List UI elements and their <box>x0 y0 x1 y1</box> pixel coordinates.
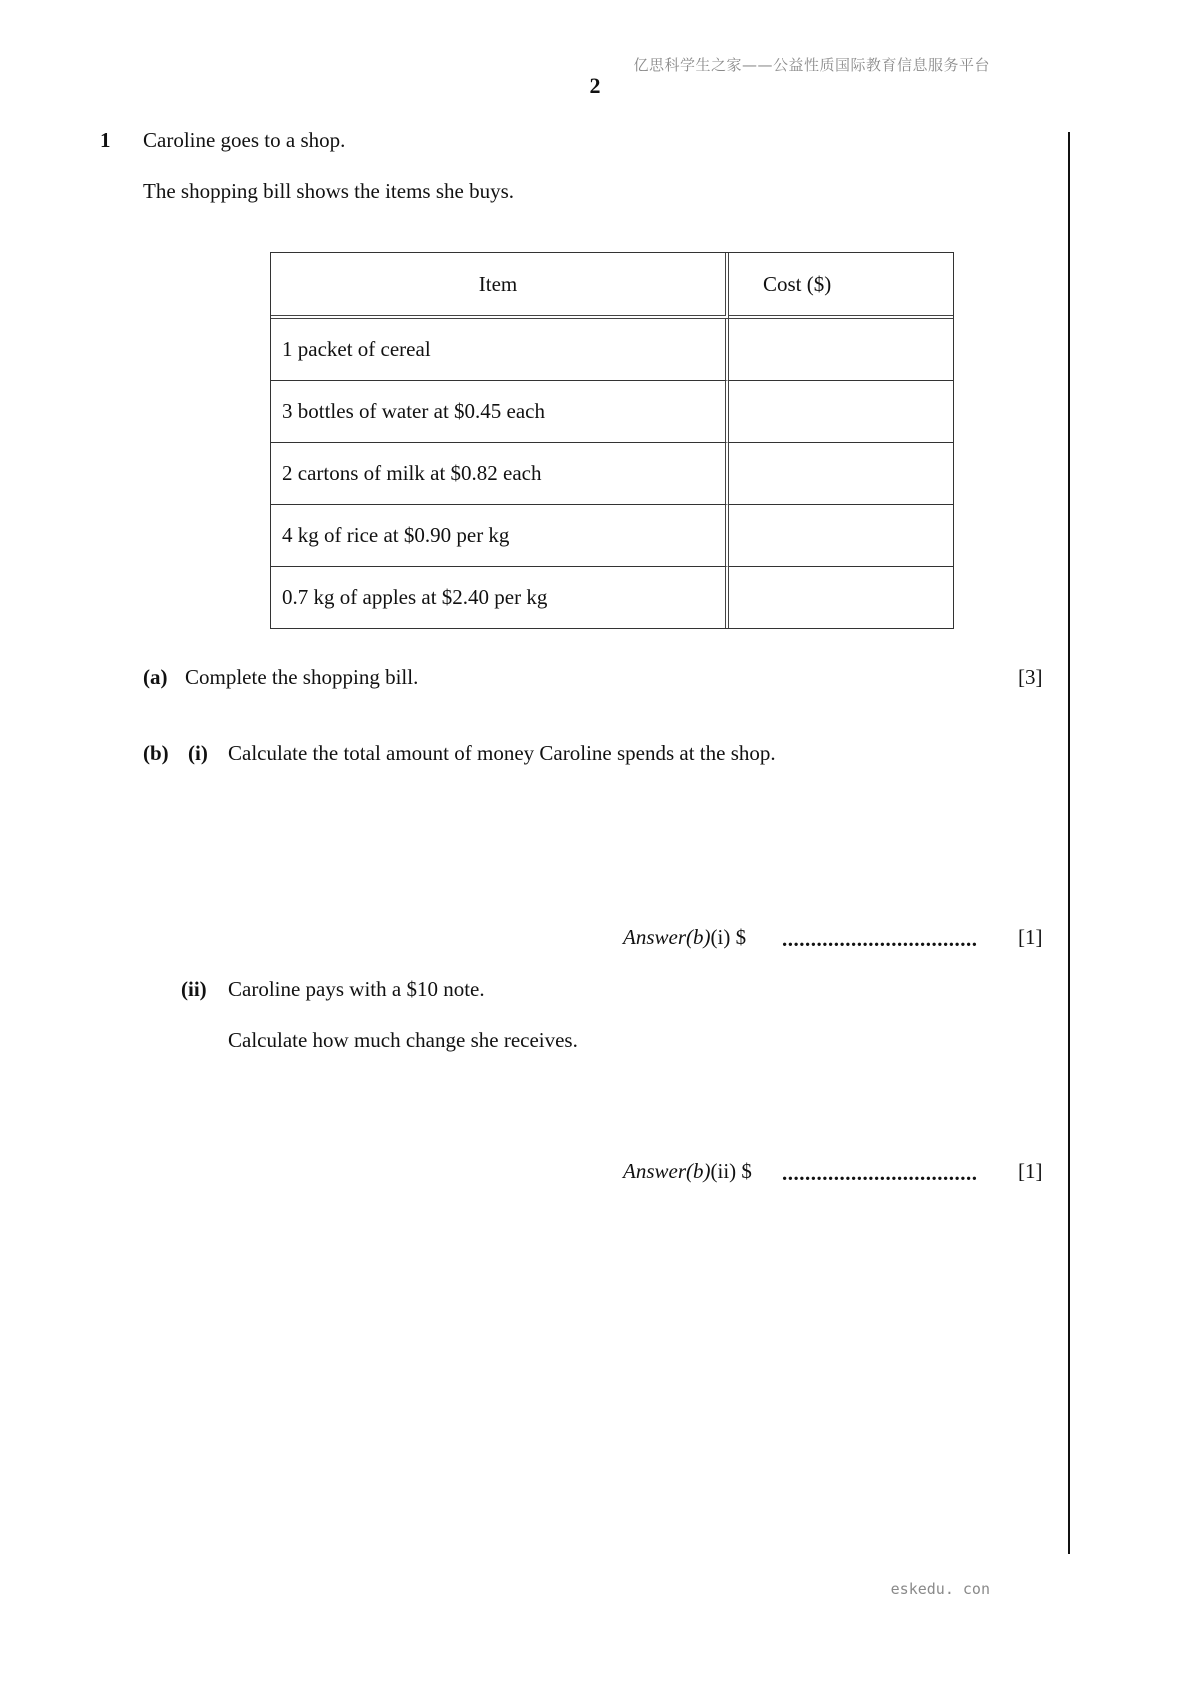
table-row <box>271 443 953 505</box>
part-b-i-text: Calculate the total amount of money Caroline spends at the shop. <box>228 741 776 765</box>
column-header-item: Item <box>271 253 729 319</box>
part-a-label: (a) <box>143 665 168 689</box>
part-a-marks: [3] <box>1018 665 1043 689</box>
answer-b-ii-label <box>623 1158 752 1184</box>
column-header-cost: Cost ($) <box>729 253 953 319</box>
part-b-ii-marks: [1] <box>1018 1159 1043 1183</box>
question-intro-1: Caroline goes to a shop. <box>143 128 346 152</box>
part-b-ii-text-2: Calculate how much change she receives. <box>228 1028 578 1052</box>
table-row <box>271 319 953 381</box>
cost-cell[interactable] <box>729 567 953 628</box>
header-watermark: 亿思科学生之家——公益性质国际教育信息服务平台 <box>633 56 990 74</box>
item-cell: 3 bottles of water at $0.45 each <box>271 381 729 443</box>
cost-cell[interactable] <box>729 505 953 567</box>
page-number: 2 <box>589 73 601 98</box>
part-b-label: (b) <box>143 741 169 765</box>
table-row <box>271 567 953 628</box>
part-b-ii-text-1: Caroline pays with a $10 note. <box>228 977 485 1001</box>
table-row <box>271 381 953 443</box>
cost-cell[interactable] <box>729 319 953 381</box>
table-header-row <box>271 253 953 319</box>
item-cell: 1 packet of cereal <box>271 319 729 381</box>
part-b-i-marks: [1] <box>1018 925 1043 949</box>
footer-watermark: eskedu. con <box>890 1580 990 1598</box>
answer-b-ii-line[interactable]: .................................. <box>782 1161 978 1185</box>
answer-b-i-line[interactable]: .................................. <box>782 927 978 951</box>
answer-b-i-rest: (i) $ <box>710 925 747 949</box>
part-a-text: Complete the shopping bill. <box>185 665 419 689</box>
question-number: 1 <box>100 128 111 152</box>
answer-b-i-italic: Answer(b) <box>623 925 711 949</box>
answer-b-i-label <box>623 924 746 950</box>
table-row <box>271 505 953 567</box>
margin-line <box>1068 132 1070 1554</box>
shopping-bill-table <box>270 252 954 629</box>
item-cell: 2 cartons of milk at $0.82 each <box>271 443 729 505</box>
answer-b-ii-italic: Answer(b) <box>623 1159 711 1183</box>
question-intro-2: The shopping bill shows the items she buys. <box>143 179 514 203</box>
cost-cell[interactable] <box>729 443 953 505</box>
answer-b-ii-rest: (ii) $ <box>710 1159 752 1183</box>
part-b-ii-label: (ii) <box>181 977 207 1001</box>
item-cell: 0.7 kg of apples at $2.40 per kg <box>271 567 729 628</box>
part-b-i-label: (i) <box>188 741 208 765</box>
item-cell: 4 kg of rice at $0.90 per kg <box>271 505 729 567</box>
cost-cell[interactable] <box>729 381 953 443</box>
